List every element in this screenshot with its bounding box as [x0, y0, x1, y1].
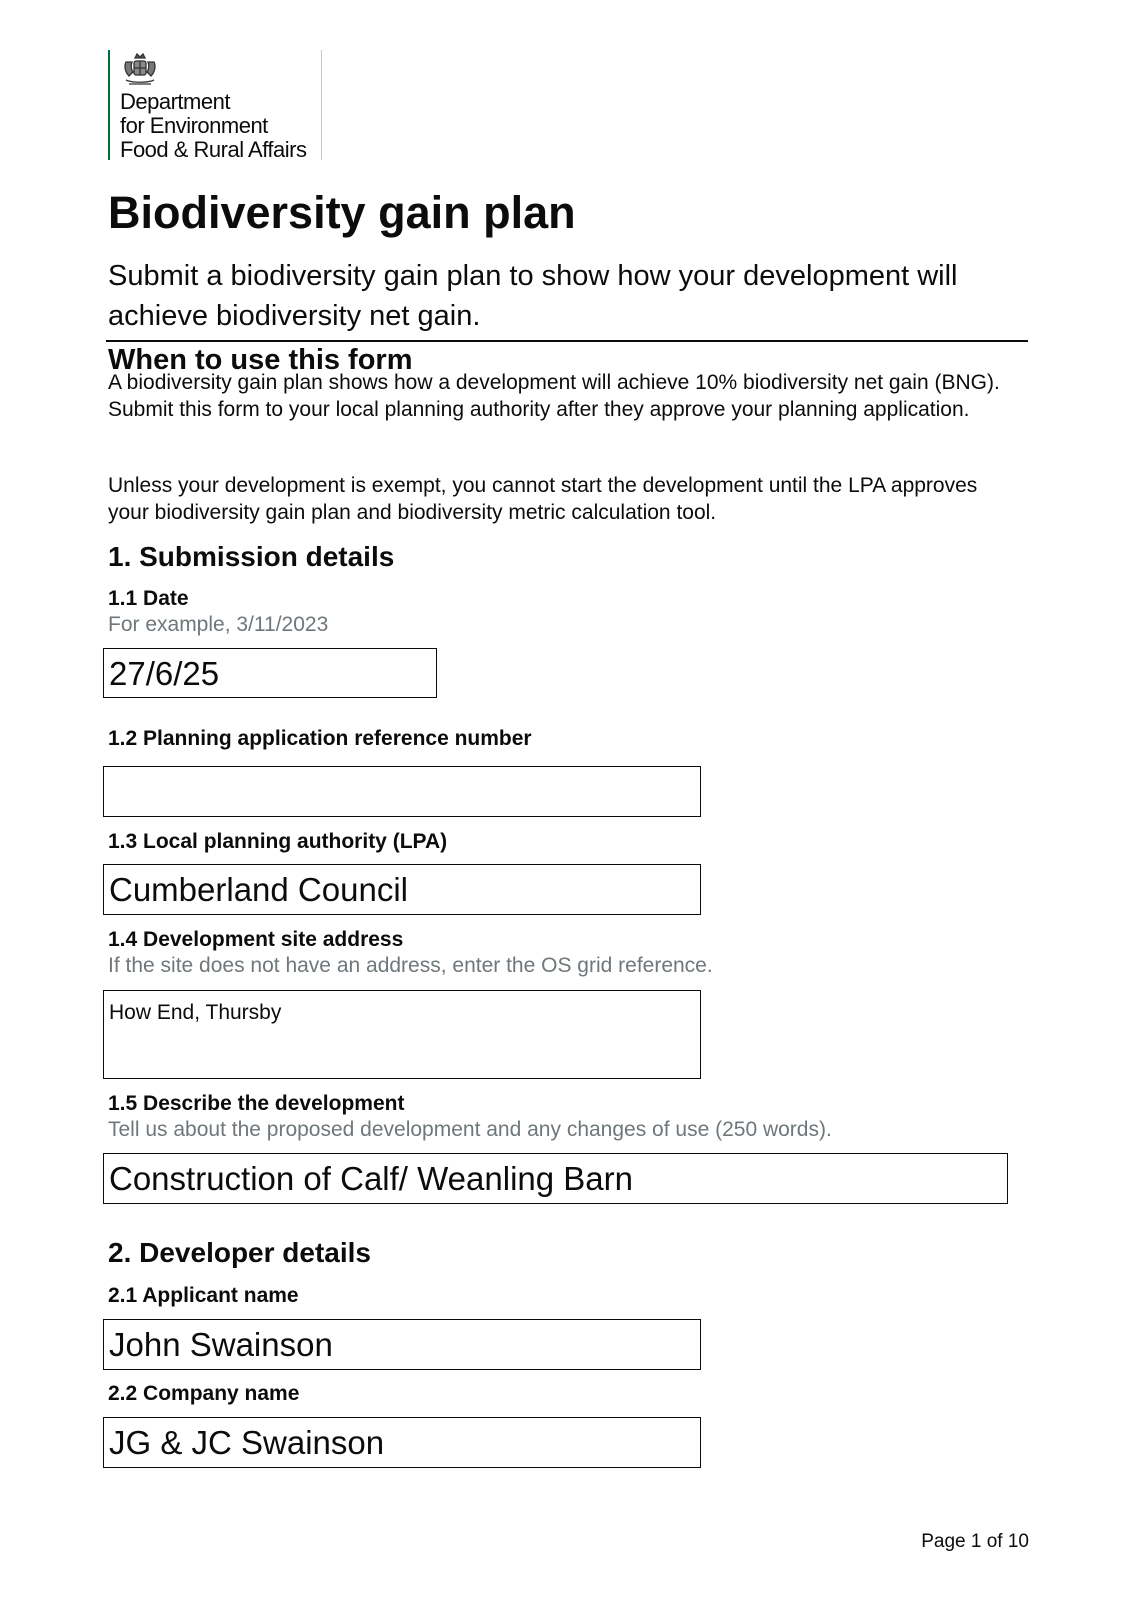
logo-divider — [321, 50, 322, 160]
company-name-label: 2.2 Company name — [108, 1382, 300, 1405]
planning-reference-label: 1.2 Planning application reference number — [108, 727, 532, 750]
lpa-label: 1.3 Local planning authority (LPA) — [108, 830, 448, 853]
defra-logo — [108, 50, 322, 160]
when-to-use-paragraph-2: Unless your development is exempt, you cannot start the development until the LPA approves your biodiversity gain plan and biodiversity metric calculation tool. — [108, 474, 978, 524]
site-address-hint: If the site does not have an address, enter the OS grid reference. — [108, 954, 713, 977]
applicant-name-field[interactable]: John Swainson — [103, 1319, 701, 1370]
company-name-field[interactable]: JG & JC Swainson — [103, 1417, 701, 1468]
submission-details-heading: 1. Submission details — [108, 541, 395, 572]
page-title: Biodiversity gain plan — [108, 187, 576, 238]
site-address-label: 1.4 Development site address — [108, 928, 404, 951]
logo-line-3: Food & Rural Affairs — [120, 137, 307, 162]
describe-development-field[interactable]: Construction of Calf/ Weanling Barn — [103, 1153, 1008, 1204]
describe-development-hint: Tell us about the proposed development and any changes of use (250 words). — [108, 1118, 832, 1141]
page-number: Page 1 of 10 — [921, 1531, 1029, 1552]
when-to-use-heading: When to use this form — [108, 344, 413, 376]
date-hint: For example, 3/11/2023 — [108, 613, 329, 636]
logo-line-2: for Environment — [120, 113, 268, 138]
applicant-name-label: 2.1 Applicant name — [108, 1284, 299, 1307]
page-lead: Submit a biodiversity gain plan to show how your development will achieve biodiversity net gain. — [108, 260, 958, 332]
site-address-field[interactable]: How End, Thursby — [103, 990, 701, 1079]
planning-reference-field[interactable] — [103, 766, 701, 817]
royal-coat-of-arms-icon — [120, 52, 160, 88]
developer-details-heading: 2. Developer details — [108, 1237, 372, 1268]
describe-development-label: 1.5 Describe the development — [108, 1092, 405, 1115]
date-field[interactable]: 27/6/25 — [103, 648, 437, 698]
when-to-use-paragraph-1: A biodiversity gain plan shows how a development will achieve 10% biodiversity net gain (BNG). Submit this form to your local planning authority after they approve your planning application. — [108, 371, 1000, 421]
date-label: 1.1 Date — [108, 587, 189, 610]
logo-line-1: Department — [120, 89, 230, 114]
lpa-field[interactable]: Cumberland Council — [103, 864, 701, 915]
